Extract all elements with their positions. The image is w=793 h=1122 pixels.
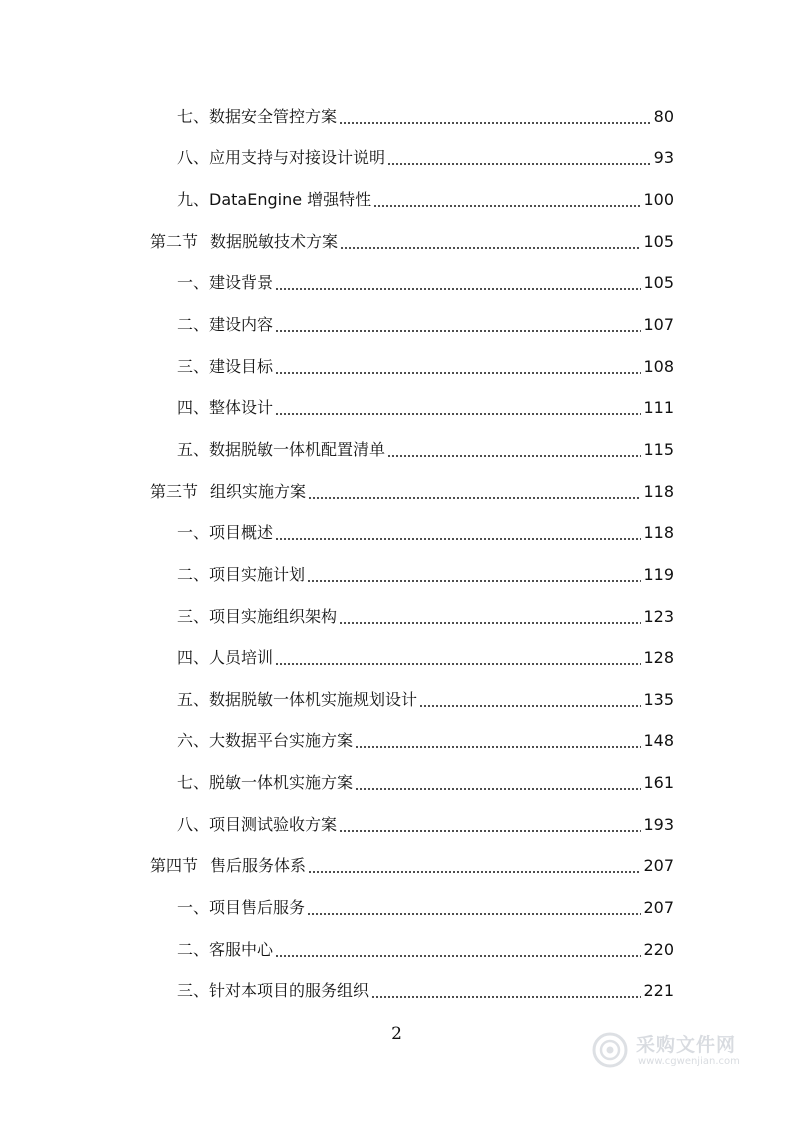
toc-entry-page: 105 [643,273,674,293]
toc-entry-number: 四、 [177,648,210,668]
toc-entry-title [177,690,417,710]
toc-entry[interactable] [0,96,793,138]
toc-entry-page: 207 [643,856,674,876]
toc-entry-page: 93 [653,148,674,168]
page-number: 2 [391,1024,402,1044]
toc-entry-number: 二、 [177,939,210,959]
toc-dot-leader [275,288,641,290]
toc-entry-number: 八、 [177,814,210,834]
toc-entry-title [177,773,353,793]
toc-entry[interactable] [0,887,793,929]
toc-dot-leader [339,830,641,832]
toc-dot-leader [371,996,641,998]
toc-entry-page: 119 [643,564,674,584]
toc-entry-title [177,398,273,418]
toc-entry-text: 应用支持与对接设计说明 [209,148,386,168]
toc-entry-title [177,565,305,585]
toc-entry-text: 售后服务体系 [210,856,307,876]
toc-entry-text: 数据脱敏一体机配置清单 [209,439,386,459]
toc-entry[interactable] [0,637,793,679]
toc-entry-page: 221 [643,981,674,1001]
toc-entry-number: 第二节 [150,231,199,251]
toc-entry[interactable] [0,179,793,221]
toc-dot-leader [275,330,641,332]
watermark [592,1030,752,1074]
toc-entry-title [150,856,306,876]
toc-dot-leader [275,663,641,665]
toc-entry-title [177,107,337,127]
toc-entry[interactable] [0,346,793,388]
toc-dot-leader [387,455,641,457]
toc-entry-number: 第四节 [150,856,199,876]
toc-dot-leader [275,413,641,415]
toc-entry-page: 207 [643,897,674,917]
toc-entry-page: 105 [643,231,674,251]
toc-entry[interactable] [0,970,793,1012]
toc-entry-title [177,190,371,210]
toc-entry-text: 项目实施组织架构 [209,606,338,626]
toc-dot-leader [275,538,641,540]
toc-dot-leader [355,788,641,790]
toc-entry-text: 客服中心 [209,939,274,959]
toc-dot-leader [307,913,641,915]
toc-entry[interactable] [0,512,793,554]
toc-entry-text: 脱敏一体机实施方案 [209,773,354,793]
watermark-url: www.cgwenjian.com [638,1056,740,1067]
toc-entry-number: 一、 [177,273,210,293]
toc-entry-number: 九、 [177,190,210,210]
toc-entry-text: 大数据平台实施方案 [209,731,354,751]
toc-entry[interactable] [0,804,793,846]
toc-entry-title [177,815,337,835]
toc-dot-leader [308,497,641,499]
toc-entry-number: 一、 [177,897,210,917]
toc-entry[interactable] [0,554,793,596]
toc-dot-leader [308,871,641,873]
toc-entry-text: 建设背景 [209,273,274,293]
toc-entry-page: 123 [643,606,674,626]
toc-entry-text: 项目概述 [209,523,274,543]
toc-entry-page: 220 [643,939,674,959]
toc-entry-number: 二、 [177,315,210,335]
toc-entry-text: 数据安全管控方案 [209,106,338,126]
toc-entry-text: 项目售后服务 [209,897,306,917]
toc-entry[interactable] [0,429,793,471]
toc-entry-page: 118 [643,523,674,543]
toc-entry[interactable] [0,387,793,429]
toc-dot-leader [339,122,652,124]
toc-entry-text: 整体设计 [209,398,274,418]
watermark-name: 采购文件网 [636,1034,737,1056]
toc-entry-number: 五、 [177,689,210,709]
toc-entry-title [177,898,305,918]
toc-dot-leader [355,746,641,748]
toc-dot-leader [419,705,641,707]
toc-entry[interactable] [0,929,793,971]
toc-entry[interactable] [0,471,793,513]
toc-entry-number: 第三节 [150,481,199,501]
toc-entry-text: 数据脱敏一体机实施规划设计 [209,689,418,709]
toc-entry-number: 三、 [177,356,210,376]
toc-entry-title [177,731,353,751]
toc-entry-text: 建设目标 [209,356,274,376]
toc-dot-leader [339,622,641,624]
cgwenjian-logo-icon [592,1032,628,1068]
toc-dot-leader [307,580,641,582]
toc-entry-text: 项目实施计划 [209,564,306,584]
toc-entry-number: 二、 [177,564,210,584]
toc-entry-page: 100 [643,190,674,210]
toc-entry-number: 四、 [177,398,210,418]
toc-dot-leader [275,372,641,374]
toc-entry[interactable] [0,846,793,888]
toc-entry-page: 161 [643,773,674,793]
toc-entry-number: 三、 [177,981,210,1001]
toc-entry-number: 八、 [177,148,210,168]
table-of-contents [0,96,793,1012]
toc-entry-title [177,273,273,293]
toc-entry-number: 五、 [177,439,210,459]
toc-entry-page: 80 [653,106,674,126]
toc-entry-title [177,315,273,335]
toc-dot-leader [275,955,641,957]
toc-entry-page: 148 [643,731,674,751]
toc-entry-page: 107 [643,315,674,335]
toc-entry-page: 111 [643,398,674,418]
toc-entry-number: 七、 [177,106,210,126]
toc-entry-text: 项目测试验收方案 [209,814,338,834]
toc-entry-page: 193 [643,814,674,834]
toc-entry-title [177,981,369,1001]
toc-entry[interactable] [0,679,793,721]
toc-dot-leader [387,163,652,165]
toc-entry-text: 组织实施方案 [210,481,307,501]
toc-entry-page: 135 [643,689,674,709]
toc-entry-text: 建设内容 [209,315,274,335]
toc-entry-page: 115 [643,439,674,459]
toc-entry-title [150,482,306,502]
toc-entry[interactable] [0,596,793,638]
toc-entry-page: 128 [643,648,674,668]
toc-entry[interactable] [0,263,793,305]
toc-entry-number: 三、 [177,606,210,626]
toc-entry-title [177,607,337,627]
toc-entry-title [177,648,273,668]
toc-entry-page: 108 [643,356,674,376]
toc-entry-number: 一、 [177,523,210,543]
toc-entry[interactable] [0,304,793,346]
toc-entry-title [177,357,273,377]
toc-entry[interactable] [0,721,793,763]
toc-dot-leader [373,205,641,207]
toc-entry-title [177,523,273,543]
toc-entry[interactable] [0,138,793,180]
toc-entry-text: 数据脱敏技术方案 [210,231,339,251]
toc-entry-number: 六、 [177,731,210,751]
toc-entry-title [177,148,385,168]
toc-entry-text: 针对本项目的服务组织 [209,981,370,1001]
toc-entry-text: DataEngine 增强特性 [209,190,372,210]
toc-entry[interactable] [0,762,793,804]
toc-entry-title [177,440,385,460]
toc-entry-text: 人员培训 [209,648,274,668]
toc-entry-title [150,232,338,252]
toc-entry[interactable] [0,221,793,263]
toc-entry-page: 118 [643,481,674,501]
toc-entry-number: 七、 [177,773,210,793]
toc-dot-leader [340,247,641,249]
toc-entry-title [177,940,273,960]
